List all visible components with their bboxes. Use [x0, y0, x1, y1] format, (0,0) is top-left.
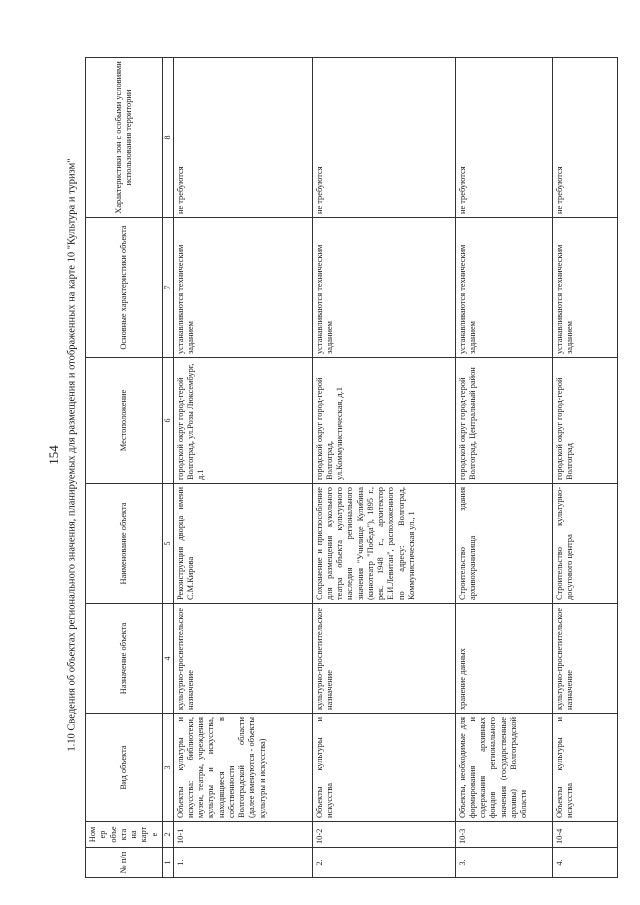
zone-characteristics: не требуются	[552, 58, 617, 218]
object-characteristics: устанавливаются техническим заданием	[552, 218, 617, 358]
page-number: 154	[46, 445, 61, 465]
object-type: Объекты, необходимые для формирования и содержания архивных фондов регионального значения (государственные архивы) Волгоградской области	[455, 714, 552, 822]
object-characteristics: устанавливаются техническим заданием	[173, 218, 312, 358]
object-purpose: культурно-просветительское назначение	[552, 604, 617, 714]
object-type: Объекты культуры и искусства: библиотеки, музеи, театры, учреждения культуры и искусства, находящиеся в собственности Волгоградской области (далее именуются - объекты культуры и искусства)	[173, 714, 312, 822]
row-number: 4.	[552, 848, 617, 878]
header-row	[86, 58, 163, 878]
object-name: Строительство культурно-досугового центра	[552, 484, 617, 604]
object-purpose: хранение данных	[455, 604, 552, 714]
objects-table	[85, 57, 618, 878]
column-numbers-row	[162, 58, 173, 878]
column-number: 1	[162, 848, 173, 878]
object-name: Строительство здания архивохранилища	[455, 484, 552, 604]
zone-characteristics: не требуются	[455, 58, 552, 218]
column-number: 4	[162, 604, 173, 714]
column-number: 2	[162, 822, 173, 848]
header-cell: Вид объекта	[86, 714, 163, 822]
row-number: 1.	[173, 848, 312, 878]
object-type: Объекты культуры и искусства	[552, 714, 617, 822]
column-number: 8	[162, 58, 173, 218]
header-cell: Назначение объекта	[86, 604, 163, 714]
zone-characteristics: не требуются	[173, 58, 312, 218]
object-map-number: 10-3	[455, 822, 552, 848]
object-characteristics: устанавливаются техническим заданием	[455, 218, 552, 358]
rotated-table-container	[85, 58, 605, 878]
table-row	[455, 58, 552, 878]
header-cell: Номер объекта на карте	[86, 822, 163, 848]
object-location: городской округ город-герой Волгоград, ул.Коммунистическая, д.1	[312, 358, 455, 484]
row-number: 3.	[455, 848, 552, 878]
object-name: Сохранение и приспособление для размещения кукольного театра объекта культурного наследия регионального значения "Училище Кулибина (кинотеатр "Победа"), 1895 г., рек. 1948 г., архитектор Е.И.Левитан", расположенного по адресу: Волгоград, Коммунистическая ул., 1	[312, 484, 455, 604]
object-purpose: культурно-просветительское назначение	[173, 604, 312, 714]
header-cell: Местоположение	[86, 358, 163, 484]
column-number: 3	[162, 714, 173, 822]
object-purpose: культурно-просветительское назначение	[312, 604, 455, 714]
object-map-number: 10-1	[173, 822, 312, 848]
object-location: городской округ город-герой Волгоград, ул.Розы Люксембург, д.1	[173, 358, 312, 484]
object-characteristics: устанавливаются техническим заданием	[312, 218, 455, 358]
table-row	[552, 58, 617, 878]
object-map-number: 10-4	[552, 822, 617, 848]
header-cell: № п/п	[86, 848, 163, 878]
header-cell: Основные характеристики объекта	[86, 218, 163, 358]
header-cell: Наименование объекта	[86, 484, 163, 604]
column-number: 5	[162, 484, 173, 604]
table-row	[312, 58, 455, 878]
column-number: 6	[162, 358, 173, 484]
zone-characteristics: не требуются	[312, 58, 455, 218]
object-location: городской округ город-герой Волгоград, Центральный район	[455, 358, 552, 484]
table-caption: 1.10 Сведения об объектах регионального значения, планируемых для размещения и отображенных на карте 10 "Культура и туризм"	[66, 158, 78, 752]
object-location: городской округ город-герой Волгоград	[552, 358, 617, 484]
object-map-number: 10-2	[312, 822, 455, 848]
column-number: 7	[162, 218, 173, 358]
row-number: 2.	[312, 848, 455, 878]
table-row	[173, 58, 312, 878]
header-cell: Характеристики зон с особыми условиями использования территории	[86, 58, 163, 218]
object-name: Реконструкция дворца имени С.М.Кирова	[173, 484, 312, 604]
object-type: Объекты культуры и искусства	[312, 714, 455, 822]
